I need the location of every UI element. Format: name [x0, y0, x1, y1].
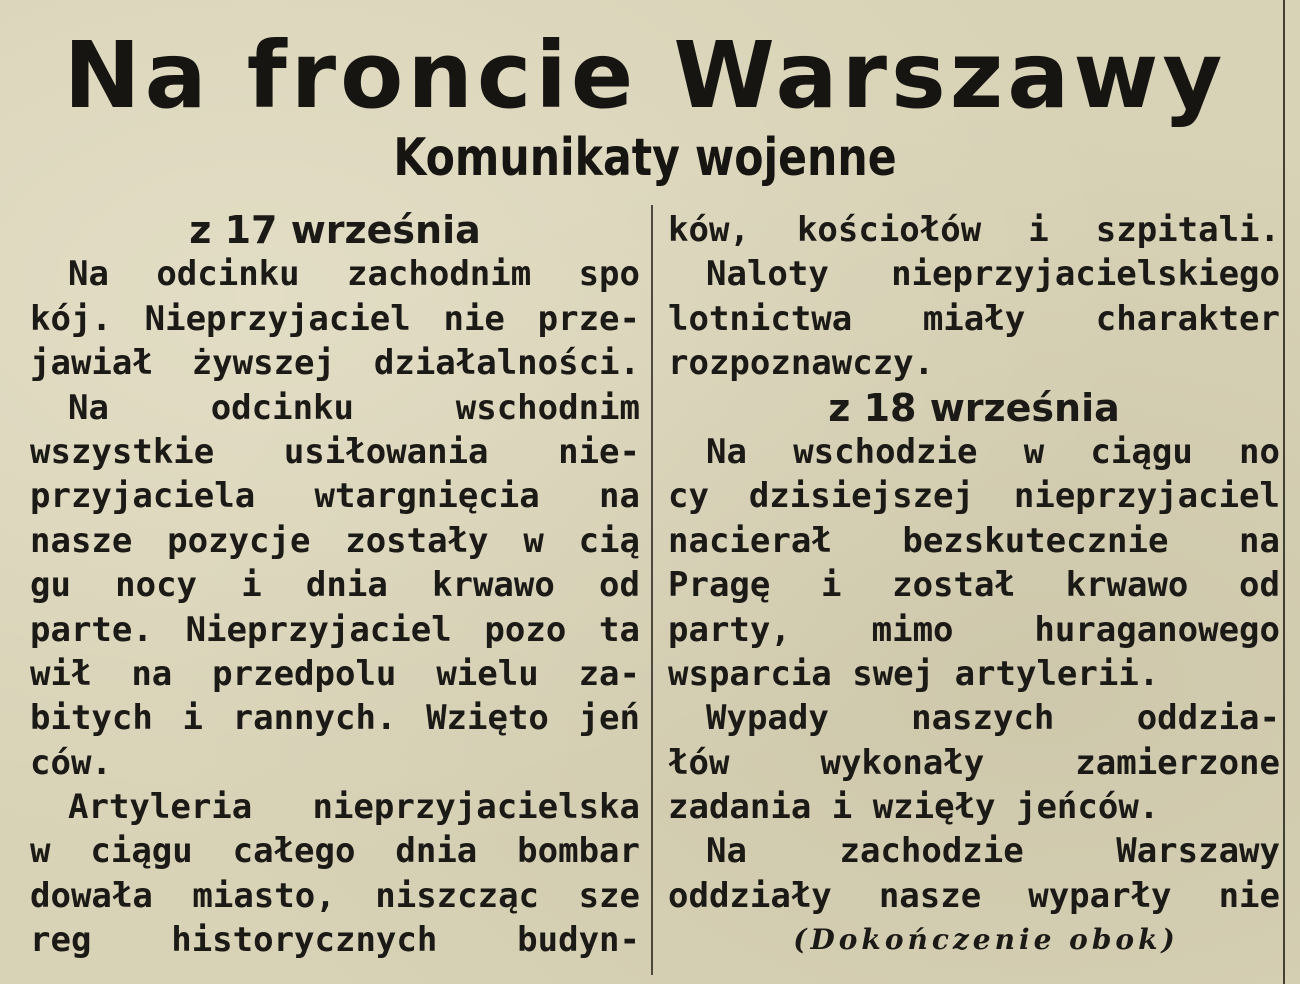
- left-column-text-line: w ciągu całego dnia bombar: [30, 831, 640, 872]
- left-column-text-line: Na odcinku zachodnim spo: [68, 254, 640, 295]
- right-column-text-line: Na zachodzie Warszawy: [706, 831, 1280, 872]
- right-column-text-line: łów wykonały zamierzone: [668, 742, 1280, 783]
- left-column-text-line: przyjaciela wtargnięcia na: [30, 476, 640, 517]
- left-column-text-line: dowała miasto, niszcząc sze: [30, 875, 640, 916]
- left-column-text-line: Na odcinku wschodnim: [68, 387, 640, 428]
- left-column-date-heading: z 17 września: [189, 208, 481, 252]
- right-column-text-line: party, mimo huraganowego: [668, 609, 1280, 650]
- subheadline: Komunikaty wojenne: [393, 128, 897, 188]
- right-column-text-line: rozpoznawczy.: [668, 343, 935, 384]
- right-column-text-line: Wypady naszych oddzia-: [706, 698, 1280, 739]
- left-column-text-line: wił na przedpolu wielu za-: [30, 653, 640, 694]
- left-column-text-line: gu nocy i dnia krwawo od: [30, 565, 640, 606]
- left-column-text-line: jawiał żywszej działalności.: [30, 343, 640, 384]
- left-column-text-line: parte. Nieprzyjaciel pozo ta: [30, 609, 640, 650]
- right-column-date-heading: z 18 września: [828, 385, 1120, 430]
- right-column-text-line: lotnictwa miały charakter: [668, 298, 1280, 339]
- left-column-text-line: wszystkie usiłowania nie-: [30, 431, 640, 472]
- right-column-text-line: ków, kościołów i szpitali.: [668, 210, 1280, 250]
- page-edge-rule: [1283, 0, 1285, 984]
- left-column-text-line: nasze pozycje zostały w cią: [30, 520, 640, 561]
- left-column-text-line: bitych i rannych. Wzięto jeń: [30, 698, 640, 739]
- right-column-text-line: zadania i wzięły jeńców.: [668, 787, 1160, 828]
- right-column-text-line: cy dzisiejszej nieprzyjaciel: [668, 476, 1280, 517]
- left-column-text-line: reg historycznych budyn-: [30, 920, 640, 961]
- left-column-text-line: ców.: [30, 742, 112, 783]
- right-column-text-line: Naloty nieprzyjacielskiego: [706, 254, 1280, 295]
- right-column-text-line: Na wschodzie w ciągu no: [706, 431, 1280, 472]
- headline: Na froncie Warszawy: [63, 22, 1227, 129]
- column-divider: [651, 205, 653, 975]
- left-column-text-line: kój. Nieprzyjaciel nie prze-: [30, 298, 640, 339]
- right-column-text-line: wsparcia swej artylerii.: [668, 653, 1160, 694]
- right-column-text-line: nacierał bezskutecznie na: [668, 520, 1280, 561]
- continuation-note: (Dokończenie obok): [793, 923, 1179, 957]
- right-column-text-line: Pragę i został krwawo od: [668, 565, 1280, 606]
- right-column: [668, 208, 1280, 963]
- left-column-text-line: Artyleria nieprzyjacielska: [68, 787, 640, 828]
- right-column-text-line: oddziały nasze wyparły nie: [668, 875, 1280, 916]
- left-column: [30, 208, 640, 963]
